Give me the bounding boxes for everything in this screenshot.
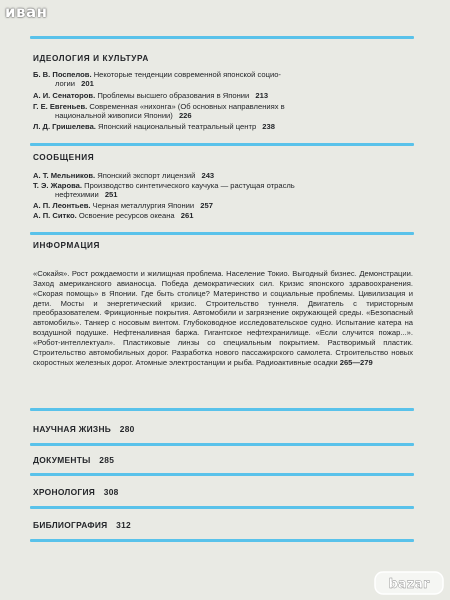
toc-entry [33,91,410,100]
section-title-reports: СООБЩЕНИЯ [33,153,95,162]
divider-rule [30,143,414,146]
entry-page: 238 [262,122,275,131]
toc-entry [33,171,410,180]
entry-author: Л. Д. Гришелева. [33,122,96,131]
entry-page: 261 [180,211,194,220]
entry-title: Освоение ресурсов океана [78,211,175,220]
section-title-ideology: ИДЕОЛОГИЯ И КУЛЬТУРА [33,54,149,63]
divider-rule [30,36,414,39]
entry-author: А. П. Ситко. [33,211,77,220]
toc-entry [33,102,410,120]
entry-page: 251 [104,190,118,199]
divider-rule [30,506,414,509]
toc-entry [33,181,410,199]
section-title-science: НАУЧНАЯ ЖИЗНЬ [33,424,112,434]
section-bibliography [33,520,131,530]
divider-rule [30,539,414,542]
entry-author: А. П. Леонтьев. [33,201,91,210]
brand-logo: иван [5,3,48,21]
entry-page: 257 [200,201,213,210]
entry-page: 226 [178,111,192,120]
entry-title-cont: логии [55,79,75,88]
divider-rule [30,232,414,235]
divider-rule [30,408,414,411]
entry-author: Б. В. Поспелов. [33,70,92,79]
entry-title: Японский экспорт лицензий [97,171,196,180]
section-page: 312 [116,520,131,530]
entry-title: Современная «нихонга» (Об основных направлениях в [89,102,285,111]
toc-entry [33,201,410,210]
bazar-watermark-logo [374,570,444,596]
section-page: 280 [119,424,135,434]
toc-entry [33,211,410,220]
section-title-chronology: ХРОНОЛОГИЯ [33,487,96,497]
section-chronology [33,487,119,497]
section-title-info: ИНФОРМАЦИЯ [33,241,100,250]
section-science [33,424,135,434]
entry-author: Т. Э. Жарова. [33,181,82,190]
section-page: 308 [103,487,119,497]
section-page: 285 [99,455,115,465]
entry-author: А. Т. Мельников. [33,171,96,180]
info-text: «Сокайя». Рост рождаемости и жилищная проблема. Население Токио. Выгодный бизнес. Демонстрации. Заход американского авианосца. Победа демократических сил. Кризис японского здравоохранения. «Скорая помощь» в Японии. Где быть столице? Материнство и социальные проблемы. Цивилизация и дети. Мосты и энергетический кризис. Строительство туннеля. Двигатель с тиристорным преобразователем. Фрикционные покрытия. Автомобили и загрязнение окружающей среды. «Безопасный автомобиль». Танкер с носовым винтом. Глубоководное исследовательское судно. Испытание катера на воздушной подушке. Нефтеналивная баржа. Гигантское нефтехранилище. «Если случится пожар...». «Робот-интеллектуал». Пластиковые линзы со специальным покрытием. Растворимый пластик. Строительство автомобильных дорог. Разработка нового пассажирского самолета. Строительство новых скоростных железных дорог. Атомные электростанции и рыба. Радиоактивные осадки [33,269,413,367]
entry-title: Производство синтетического каучука — растущая отрасль [84,181,295,190]
entry-title: Черная металлургия Японии [92,201,195,210]
divider-rule [30,443,414,446]
toc-entry [33,122,410,131]
info-paragraph [33,269,413,367]
entry-title: Некоторые тенденции современной японской социо- [93,70,281,79]
section-documents [33,455,114,465]
entry-page: 213 [255,91,269,100]
entry-author: А. И. Сенаторов. [33,91,96,100]
info-page: 265—279 [339,357,373,367]
entry-page: 201 [81,79,94,88]
watermark-text: bazar [388,577,430,592]
entry-author: Г. Е. Евгеньев. [33,102,88,111]
entry-page: 243 [201,171,215,180]
entry-title: Японский национальный театральный центр [98,122,257,131]
entry-title-cont: национальной живописи Японии) [55,111,173,120]
toc-entry [33,70,410,88]
section-title-documents: ДОКУМЕНТЫ [33,455,91,465]
entry-title-cont: нефтехимии [55,190,99,199]
entry-title: Проблемы высшего образования в Японии [97,91,250,100]
section-title-bibliography: БИБЛИОГРАФИЯ [33,520,108,530]
divider-rule [30,473,414,476]
